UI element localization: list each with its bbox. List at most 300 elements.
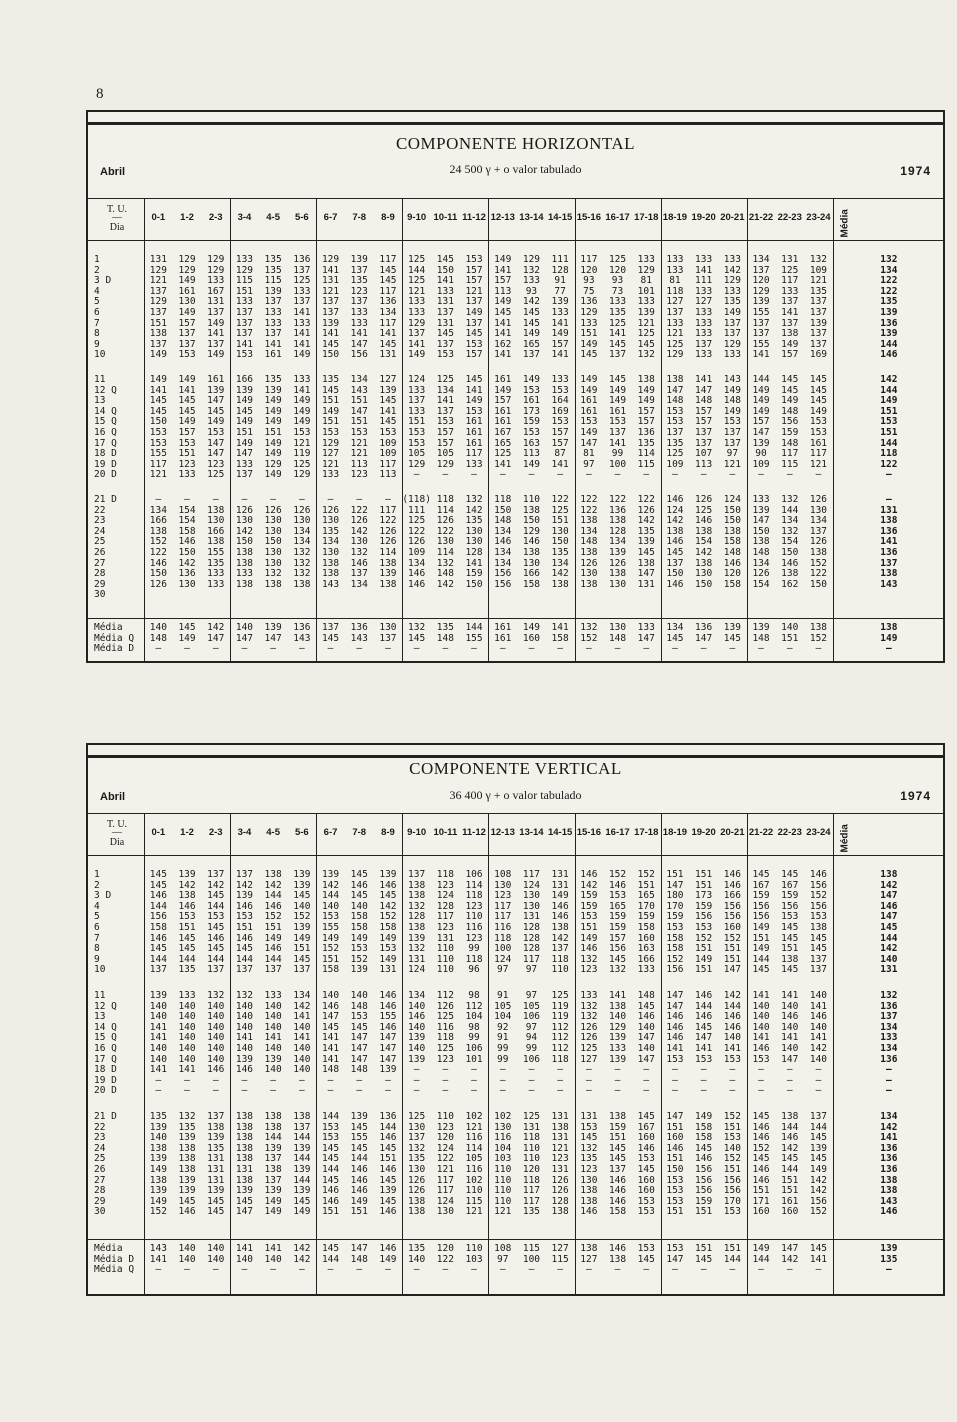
data-cell: 170 bbox=[666, 900, 684, 912]
data-cell: 147 bbox=[350, 1043, 368, 1054]
daily-mean-cell: — bbox=[886, 469, 892, 481]
data-cell: 142 bbox=[723, 990, 741, 1001]
data-cell: 145 bbox=[637, 1000, 655, 1012]
data-cell: 149 bbox=[264, 1206, 282, 1218]
summary-label: Média bbox=[94, 622, 123, 633]
data-cell: 147 bbox=[350, 1032, 368, 1044]
data-cell: 122 bbox=[149, 547, 167, 558]
data-cell: 152 bbox=[264, 911, 282, 923]
summary-cell: 145 bbox=[666, 632, 684, 644]
data-cell: 118 bbox=[436, 494, 454, 505]
data-cell: 159 bbox=[608, 1121, 627, 1133]
data-cell: 114 bbox=[436, 504, 454, 516]
data-cell: 138 bbox=[580, 1185, 598, 1197]
data-cell: 142 bbox=[551, 932, 569, 944]
data-cell: — bbox=[557, 1074, 563, 1086]
data-cell: 133 bbox=[264, 990, 282, 1001]
day-label: 20 D bbox=[94, 469, 117, 481]
data-cell: 156 bbox=[695, 1164, 713, 1175]
data-cell: 149 bbox=[809, 1164, 828, 1175]
data-cell: 142 bbox=[809, 1185, 828, 1197]
data-cell: 165 bbox=[522, 338, 541, 350]
data-cell: 122 bbox=[350, 504, 368, 516]
data-cell: 139 bbox=[809, 1142, 828, 1154]
data-cell: 137 bbox=[465, 296, 483, 308]
data-cell: 141 bbox=[551, 458, 569, 470]
data-cell: 110 bbox=[522, 1153, 541, 1165]
data-cell: 114 bbox=[379, 547, 397, 558]
data-cell: 133 bbox=[436, 285, 454, 297]
data-cell: 139 bbox=[293, 922, 311, 933]
summary-cell: 144 bbox=[723, 1253, 741, 1265]
data-cell: 156 bbox=[666, 964, 684, 976]
data-cell: 149 bbox=[723, 405, 741, 417]
data-cell: 137 bbox=[293, 1121, 311, 1133]
data-cell: 146 bbox=[379, 990, 397, 1001]
summary-cell: — bbox=[815, 643, 822, 655]
data-cell: 131 bbox=[321, 275, 340, 287]
data-cell: 130 bbox=[408, 1121, 426, 1133]
data-cell: 161 bbox=[809, 437, 828, 449]
data-cell: 145 bbox=[809, 1132, 828, 1144]
data-cell: 138 bbox=[408, 1195, 426, 1207]
data-cell: 137 bbox=[149, 964, 167, 976]
summary-cell: 158 bbox=[551, 632, 569, 644]
summary-cell: — bbox=[585, 643, 592, 655]
data-cell: 138 bbox=[809, 547, 828, 558]
data-cell: 141 bbox=[293, 338, 311, 350]
data-cell: 145 bbox=[580, 1132, 598, 1144]
data-cell: 141 bbox=[293, 328, 311, 340]
data-cell: 129 bbox=[522, 525, 541, 537]
data-cell: 137 bbox=[608, 1164, 627, 1175]
data-cell: 137 bbox=[809, 953, 828, 965]
data-cell: 129 bbox=[321, 254, 340, 265]
data-cell: 140 bbox=[207, 1000, 225, 1012]
day-label: 15 Q bbox=[94, 416, 117, 428]
daily-mean-cell: 137 bbox=[880, 1011, 898, 1023]
data-cell: 149 bbox=[752, 395, 770, 407]
data-cell: 150 bbox=[723, 515, 741, 527]
data-cell: 109 bbox=[752, 458, 770, 470]
data-cell: — bbox=[471, 1074, 477, 1086]
data-cell: 132 bbox=[637, 349, 655, 361]
data-cell: 146 bbox=[637, 1011, 655, 1023]
data-cell: 144 bbox=[695, 1000, 713, 1012]
data-cell: 118 bbox=[522, 1132, 541, 1144]
data-cell: 124 bbox=[408, 374, 426, 385]
data-cell: 146 bbox=[321, 1195, 340, 1207]
data-cell: 138 bbox=[264, 1111, 282, 1122]
summary-cell: 155 bbox=[465, 632, 483, 644]
data-cell: 106 bbox=[522, 1011, 541, 1023]
data-cell: 75 bbox=[583, 285, 595, 297]
data-cell: 153 bbox=[293, 427, 311, 438]
daily-mean-cell: 138 bbox=[880, 869, 898, 880]
data-cell: 140 bbox=[293, 1043, 311, 1054]
data-cell: 138 bbox=[781, 1111, 799, 1122]
summary-cell: 142 bbox=[781, 1253, 799, 1265]
data-cell: 138 bbox=[293, 578, 311, 590]
data-cell: 150 bbox=[264, 536, 282, 548]
summary-cell: — bbox=[327, 643, 334, 655]
data-cell: 115 bbox=[781, 458, 799, 470]
data-cell: 151 bbox=[379, 1153, 397, 1165]
data-cell: 157 bbox=[178, 317, 196, 329]
data-cell: 149 bbox=[264, 437, 282, 449]
summary-cell: — bbox=[729, 1264, 736, 1276]
data-cell: 149 bbox=[522, 374, 541, 385]
data-cell: 140 bbox=[178, 1053, 196, 1065]
data-cell: 140 bbox=[178, 1011, 196, 1023]
summary-cell: 161 bbox=[494, 622, 512, 633]
data-cell: 128 bbox=[522, 922, 541, 933]
data-cell: 149 bbox=[723, 384, 741, 396]
data-cell: 161 bbox=[178, 285, 196, 297]
data-cell: 135 bbox=[608, 307, 627, 318]
data-cell: 139 bbox=[207, 1185, 225, 1197]
daily-mean-cell: 142 bbox=[880, 374, 898, 385]
data-cell: 137 bbox=[809, 307, 828, 318]
data-cell: 141 bbox=[465, 384, 483, 396]
data-cell: 109 bbox=[379, 437, 397, 449]
data-cell: 139 bbox=[637, 536, 655, 548]
data-cell: 112 bbox=[465, 1000, 483, 1012]
data-cell: 139 bbox=[408, 1053, 426, 1065]
data-cell: 147 bbox=[379, 1043, 397, 1054]
data-cell: 149 bbox=[178, 374, 196, 385]
data-cell: — bbox=[643, 1074, 650, 1086]
data-cell: 153 bbox=[809, 427, 828, 438]
data-cell: 153 bbox=[321, 911, 340, 923]
data-cell: 153 bbox=[695, 1053, 713, 1065]
data-cell: 145 bbox=[207, 1206, 225, 1218]
data-cell: 141 bbox=[436, 395, 454, 407]
data-cell: 132 bbox=[207, 990, 225, 1001]
data-cell: 127 bbox=[695, 296, 713, 308]
hour-column-header: 17-18 bbox=[634, 212, 659, 223]
data-cell: — bbox=[241, 1085, 248, 1097]
data-cell: 138 bbox=[408, 1206, 426, 1218]
data-cell: 141 bbox=[752, 1032, 770, 1044]
data-cell: 126 bbox=[551, 1174, 569, 1186]
data-cell: 125 bbox=[293, 458, 311, 470]
data-cell: 123 bbox=[465, 900, 483, 912]
data-cell: 81 bbox=[669, 275, 681, 287]
data-cell: 145 bbox=[809, 1153, 828, 1165]
data-cell: 135 bbox=[264, 374, 282, 385]
data-cell: 123 bbox=[436, 922, 454, 933]
data-cell: 134 bbox=[781, 515, 799, 527]
data-cell: 138 bbox=[666, 374, 684, 385]
summary-cell: 147 bbox=[350, 1243, 368, 1254]
hour-column-header: 13-14 bbox=[519, 827, 544, 838]
data-cell: 120 bbox=[752, 275, 770, 287]
data-cell: 135 bbox=[666, 437, 684, 449]
data-cell: 167 bbox=[781, 879, 799, 891]
summary-cell: — bbox=[643, 1264, 650, 1276]
data-cell: 117 bbox=[379, 458, 397, 470]
data-cell: 145 bbox=[350, 1121, 368, 1133]
data-cell: 153 bbox=[666, 416, 684, 428]
data-cell: 99 bbox=[468, 1032, 480, 1044]
summary-cell: 127 bbox=[551, 1243, 569, 1254]
data-cell: 144 bbox=[264, 1132, 282, 1144]
data-cell: 137 bbox=[207, 338, 225, 350]
data-cell: — bbox=[758, 1074, 764, 1086]
data-cell: 129 bbox=[608, 1021, 627, 1033]
data-cell: 145 bbox=[379, 275, 397, 287]
summary-cell: — bbox=[471, 1264, 477, 1276]
data-cell: 132 bbox=[293, 547, 311, 558]
data-cell: 93 bbox=[611, 275, 624, 287]
data-cell: — bbox=[327, 1085, 334, 1097]
data-cell: 140 bbox=[408, 1021, 426, 1033]
data-cell: 141 bbox=[695, 1043, 713, 1054]
data-cell: 155 bbox=[149, 448, 167, 460]
data-cell: 141 bbox=[264, 338, 282, 350]
data-cell: 130 bbox=[264, 525, 282, 537]
data-cell: — bbox=[212, 1074, 219, 1086]
data-cell: 141 bbox=[608, 437, 627, 449]
summary-cell: 145 bbox=[178, 622, 196, 633]
table-title: COMPONENTE VERTICAL bbox=[409, 759, 622, 778]
data-cell: 142 bbox=[637, 515, 655, 527]
data-cell: — bbox=[758, 1064, 764, 1076]
data-cell: 144 bbox=[321, 890, 340, 902]
data-cell: 112 bbox=[551, 1043, 569, 1054]
summary-cell: 140 bbox=[408, 1253, 426, 1265]
data-cell: 148 bbox=[350, 1064, 368, 1076]
daily-mean-cell: 151 bbox=[880, 427, 898, 438]
data-cell: 141 bbox=[149, 1064, 167, 1076]
data-cell: 100 bbox=[494, 943, 512, 955]
data-cell: 137 bbox=[149, 307, 167, 318]
data-cell: 129 bbox=[580, 307, 598, 318]
data-cell: 153 bbox=[207, 911, 225, 923]
data-cell: 122 bbox=[637, 494, 655, 505]
summary-cell: 115 bbox=[551, 1253, 569, 1265]
data-cell: 156 bbox=[608, 943, 627, 955]
data-cell: 133 bbox=[695, 349, 713, 361]
data-cell: 136 bbox=[580, 296, 598, 308]
data-cell: 149 bbox=[207, 416, 225, 428]
data-cell: 160 bbox=[637, 1185, 655, 1197]
data-cell: 150 bbox=[494, 504, 512, 516]
hour-column-header: 22-23 bbox=[777, 827, 802, 838]
data-cell: 140 bbox=[408, 1000, 426, 1012]
summary-cell: 145 bbox=[695, 1253, 713, 1265]
data-cell: 150 bbox=[522, 515, 541, 527]
data-cell: 135 bbox=[149, 1111, 167, 1122]
data-cell: 121 bbox=[350, 437, 368, 449]
data-cell: 141 bbox=[781, 307, 799, 318]
data-cell: 131 bbox=[207, 1153, 225, 1165]
data-cell: — bbox=[298, 1074, 305, 1086]
data-cell: 126 bbox=[379, 536, 397, 548]
day-label: 13 bbox=[94, 1011, 106, 1023]
data-cell: 149 bbox=[608, 395, 627, 407]
data-cell: 137 bbox=[551, 943, 569, 955]
data-cell: 99 bbox=[468, 943, 480, 955]
data-cell: 153 bbox=[723, 1132, 741, 1144]
data-cell: 151 bbox=[321, 953, 340, 965]
summary-cell: 145 bbox=[408, 632, 426, 644]
data-cell: 135 bbox=[178, 1121, 196, 1133]
data-cell: 153 bbox=[580, 416, 598, 428]
data-cell: 140 bbox=[149, 1053, 167, 1065]
data-cell: 140 bbox=[752, 1011, 770, 1023]
summary-cell: — bbox=[413, 1264, 420, 1276]
data-cell: 145 bbox=[637, 547, 655, 558]
data-cell: 125 bbox=[408, 515, 426, 527]
data-cell: 113 bbox=[350, 458, 368, 470]
hour-column-header: 4-5 bbox=[266, 827, 280, 838]
data-cell: 156 bbox=[809, 900, 828, 912]
data-cell: 146 bbox=[666, 1021, 684, 1033]
day-label: 10 bbox=[94, 964, 106, 976]
data-cell: 149 bbox=[781, 338, 799, 350]
data-cell: 136 bbox=[379, 296, 397, 308]
data-cell: 141 bbox=[293, 1032, 311, 1044]
day-label: 1 bbox=[94, 254, 100, 265]
data-cell: 137 bbox=[264, 1174, 282, 1186]
data-cell: — bbox=[585, 1074, 592, 1086]
data-cell: 128 bbox=[551, 1195, 569, 1207]
data-cell: 146 bbox=[752, 1121, 770, 1133]
data-cell: 153 bbox=[551, 416, 569, 428]
hour-column-header: 6-7 bbox=[323, 827, 338, 838]
summary-cell: — bbox=[672, 643, 678, 655]
data-cell: 145 bbox=[350, 890, 368, 902]
data-cell: — bbox=[413, 1064, 420, 1076]
data-cell: 139 bbox=[608, 1032, 627, 1044]
data-cell: 124 bbox=[436, 890, 454, 902]
data-cell: 126 bbox=[350, 515, 368, 527]
data-cell: 145 bbox=[379, 416, 397, 428]
data-cell: 147 bbox=[235, 448, 254, 460]
data-cell: 125 bbox=[408, 275, 426, 287]
data-cell: 138 bbox=[580, 1195, 598, 1207]
data-cell: 120 bbox=[580, 264, 598, 276]
data-cell: 125 bbox=[666, 338, 684, 350]
daily-mean-cell: 132 bbox=[880, 990, 898, 1001]
data-cell: 153 bbox=[637, 1153, 655, 1165]
data-cell: 109 bbox=[809, 264, 828, 276]
data-cell: 152 bbox=[666, 953, 684, 965]
summary-cell: — bbox=[184, 1264, 190, 1276]
hour-column-header: 5-6 bbox=[294, 827, 309, 838]
daily-mean-cell: 138 bbox=[880, 568, 898, 580]
data-cell: 133 bbox=[235, 568, 254, 580]
data-cell: 133 bbox=[580, 990, 598, 1001]
data-cell: 153 bbox=[608, 416, 627, 428]
data-cell: 149 bbox=[522, 328, 541, 340]
data-cell: 145 bbox=[809, 374, 828, 385]
summary-cell: 139 bbox=[264, 622, 282, 633]
data-cell: 132 bbox=[293, 557, 311, 569]
data-cell: 138 bbox=[408, 922, 426, 933]
data-cell: 137 bbox=[723, 437, 741, 449]
data-cell: 124 bbox=[436, 1142, 454, 1154]
data-cell: 153 bbox=[580, 1121, 598, 1133]
summary-cell: — bbox=[413, 643, 420, 655]
data-cell: 130 bbox=[321, 515, 340, 527]
data-cell: 146 bbox=[723, 879, 741, 891]
data-cell: 134 bbox=[408, 557, 426, 569]
data-cell: 161 bbox=[207, 374, 225, 385]
hour-column-header: 5-6 bbox=[294, 212, 309, 223]
data-cell: 135 bbox=[408, 1153, 426, 1165]
data-cell: 132 bbox=[809, 254, 828, 265]
data-cell: 161 bbox=[465, 416, 483, 428]
data-cell: — bbox=[212, 494, 219, 505]
daily-mean-cell: 118 bbox=[880, 448, 898, 460]
data-cell: — bbox=[413, 469, 420, 481]
data-cell: 144 bbox=[752, 953, 770, 965]
data-cell: 130 bbox=[580, 1174, 598, 1186]
data-cell: 146 bbox=[752, 1164, 770, 1175]
data-cell: 146 bbox=[723, 1021, 741, 1033]
month-label: Abril bbox=[100, 166, 126, 178]
data-cell: 133 bbox=[695, 307, 713, 318]
hour-column-header: 8-9 bbox=[381, 827, 395, 838]
data-cell: 142 bbox=[809, 1174, 828, 1186]
data-cell: 153 bbox=[723, 1206, 741, 1218]
data-cell: 145 bbox=[781, 869, 799, 880]
data-cell: 151 bbox=[350, 416, 368, 428]
data-cell: 137 bbox=[809, 328, 828, 340]
data-cell: 140 bbox=[264, 1064, 282, 1076]
hour-column-header: 21-22 bbox=[748, 827, 774, 838]
data-cell: 115 bbox=[637, 458, 655, 470]
data-cell: 153 bbox=[149, 427, 167, 438]
day-label: 21 D bbox=[94, 1111, 117, 1122]
daily-mean-cell: 146 bbox=[880, 900, 898, 912]
summary-cell: — bbox=[270, 643, 276, 655]
data-cell: 156 bbox=[149, 911, 167, 923]
data-cell: 150 bbox=[235, 536, 254, 548]
data-cell: 122 bbox=[436, 1153, 454, 1165]
data-cell: 111 bbox=[408, 504, 426, 516]
summary-cell: 152 bbox=[809, 632, 828, 644]
data-cell: 138 bbox=[637, 557, 655, 569]
data-cell: 145 bbox=[695, 1142, 713, 1154]
data-cell: 150 bbox=[149, 568, 167, 580]
data-cell: 138 bbox=[781, 953, 799, 965]
data-cell: 149 bbox=[551, 328, 569, 340]
daily-mean-cell: 142 bbox=[880, 1121, 898, 1133]
data-cell: 161 bbox=[580, 395, 598, 407]
data-cell: 135 bbox=[207, 557, 225, 569]
data-cell: 126 bbox=[149, 578, 167, 590]
summary-cell: 140 bbox=[235, 622, 254, 633]
data-cell: 104 bbox=[494, 1142, 512, 1154]
data-cell: 121 bbox=[321, 458, 340, 470]
data-cell: 135 bbox=[723, 296, 741, 308]
data-cell: 121 bbox=[465, 285, 483, 297]
summary-cell: 142 bbox=[207, 622, 225, 633]
data-cell: 146 bbox=[379, 879, 397, 891]
data-cell: 151 bbox=[723, 1164, 741, 1175]
daily-mean-cell: 149 bbox=[880, 395, 898, 407]
data-cell: 121 bbox=[809, 458, 828, 470]
data-cell: 132 bbox=[436, 557, 454, 569]
data-cell: 142 bbox=[465, 504, 483, 516]
data-cell: 156 bbox=[494, 578, 512, 590]
data-cell: 141 bbox=[321, 328, 340, 340]
data-cell: 155 bbox=[321, 922, 340, 933]
